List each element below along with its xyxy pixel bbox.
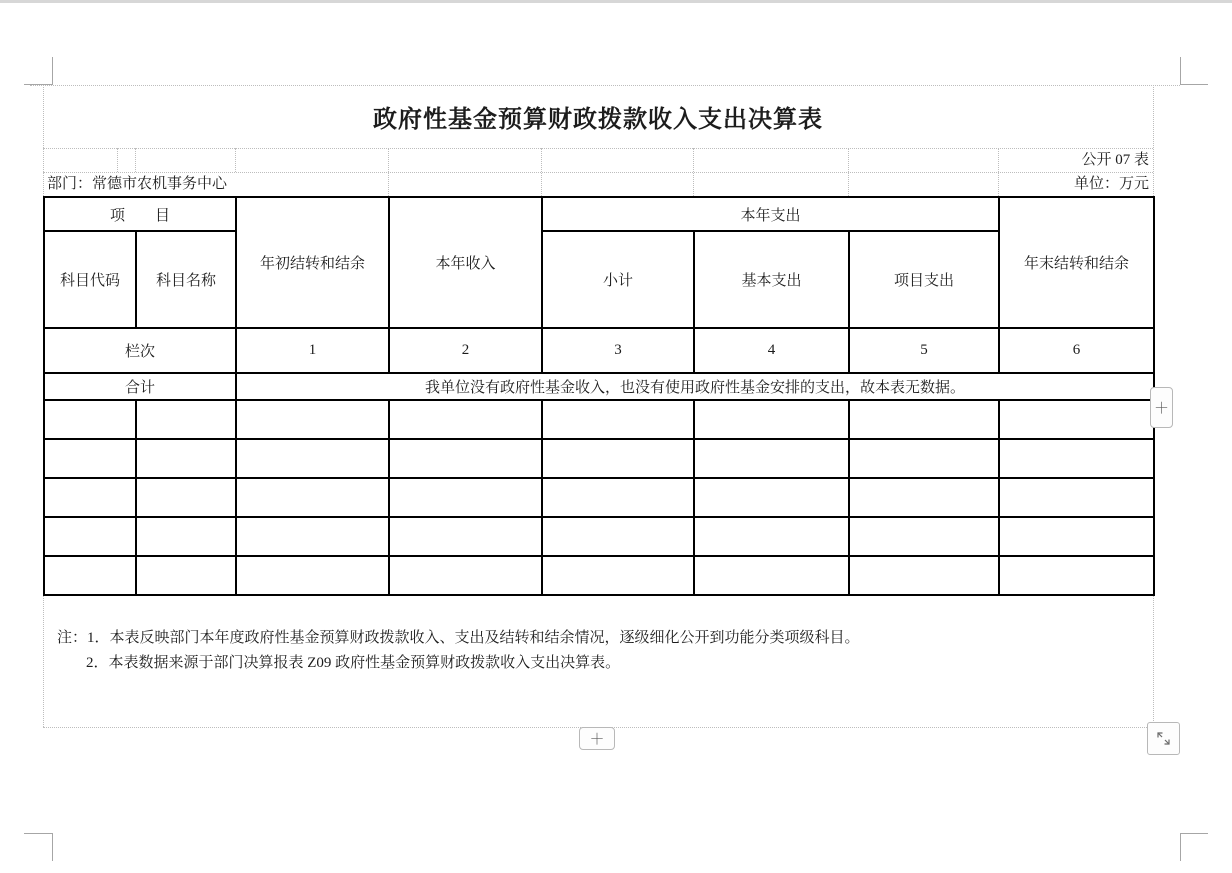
table-row (44, 556, 1154, 595)
table-cell-empty[interactable] (694, 439, 849, 478)
empty-rows-body (44, 400, 1154, 595)
main-table (43, 196, 1155, 596)
table-row (44, 439, 1154, 478)
table-cell-empty[interactable] (236, 400, 389, 439)
table-gridline (30, 85, 1180, 86)
table-cell-empty[interactable] (999, 556, 1154, 595)
total-note-cell[interactable]: 我单位没有政府性基金收入，也没有使用政府性基金安排的支出，故本表无数据。 (236, 373, 1154, 400)
table-gridline (1153, 85, 1154, 196)
table-cell-empty[interactable] (694, 478, 849, 517)
table-cell-empty[interactable] (236, 478, 389, 517)
table-cell-empty[interactable] (694, 556, 849, 595)
plus-icon: ＋ (589, 731, 605, 748)
table-cell-empty[interactable] (389, 400, 542, 439)
table-header-row-1 (44, 197, 1154, 231)
column-index-cell[interactable]: 1 (236, 328, 389, 373)
add-row-button[interactable] (579, 727, 615, 750)
header-cell-end-balance[interactable]: 年末结转和结余 (999, 197, 1154, 328)
table-row (44, 517, 1154, 556)
crop-mark-top-right-v (1180, 57, 1181, 85)
table-cell-empty[interactable] (999, 478, 1154, 517)
column-index-label[interactable]: 栏次 (44, 328, 236, 373)
table-cell-empty[interactable] (849, 439, 999, 478)
table-header-row-2 (44, 231, 1154, 328)
form-number-label[interactable]: 公开 07 表 (1081, 152, 1149, 168)
table-cell-empty[interactable] (389, 478, 542, 517)
table-cell-empty[interactable] (542, 400, 694, 439)
table-cell-empty[interactable] (849, 556, 999, 595)
table-cell-empty[interactable] (542, 478, 694, 517)
column-index-cell[interactable]: 2 (389, 328, 542, 373)
table-cell-empty[interactable] (236, 556, 389, 595)
table-cell-empty[interactable] (136, 439, 236, 478)
table-row (44, 400, 1154, 439)
table-cell-empty[interactable] (542, 556, 694, 595)
header-cell-current-expense[interactable]: 本年支出 (542, 197, 999, 231)
table-cell-empty[interactable] (44, 439, 136, 478)
table-cell-empty[interactable] (236, 439, 389, 478)
table-gridline (1153, 594, 1154, 727)
table-cell-empty[interactable] (389, 517, 542, 556)
table-cell-empty[interactable] (136, 556, 236, 595)
table-cell-empty[interactable] (542, 517, 694, 556)
table-cell-empty[interactable] (999, 517, 1154, 556)
header-cell-subject-code[interactable]: 科目代码 (44, 231, 136, 328)
unit-label[interactable]: 单位：万元 (1073, 176, 1149, 192)
table-cell-empty[interactable] (389, 556, 542, 595)
page-top-edge (0, 0, 1232, 3)
table-cell-empty[interactable] (389, 439, 542, 478)
header-cell-begin-balance[interactable]: 年初结转和结余 (236, 197, 389, 328)
table-cell-empty[interactable] (44, 517, 136, 556)
header-cell-current-income[interactable]: 本年收入 (389, 197, 542, 328)
table-cell-empty[interactable] (694, 400, 849, 439)
add-column-button[interactable] (1150, 387, 1173, 428)
column-index-cell[interactable]: 6 (999, 328, 1154, 373)
table-cell-empty[interactable] (849, 400, 999, 439)
column-index-row (44, 328, 1154, 373)
crop-mark-top-left-v (52, 57, 53, 85)
table-cell-empty[interactable] (136, 517, 236, 556)
crop-mark-bottom-right-h (1180, 833, 1208, 834)
header-cell-subject-name[interactable]: 科目名称 (136, 231, 236, 328)
table-cell-empty[interactable] (136, 478, 236, 517)
page-title[interactable]: 政府性基金预算财政拨款收入支出决算表 (373, 106, 823, 133)
crop-mark-bottom-left-v (52, 833, 53, 861)
table-cell-empty[interactable] (44, 400, 136, 439)
table-cell-empty[interactable] (999, 400, 1154, 439)
table-cell-empty[interactable] (999, 439, 1154, 478)
column-index-cell[interactable]: 5 (849, 328, 999, 373)
header-cell-basic-expense[interactable]: 基本支出 (694, 231, 849, 328)
department-label[interactable]: 部门：常德市农机事务中心 (47, 176, 228, 192)
total-row (44, 373, 1154, 400)
total-label-cell[interactable]: 合计 (44, 373, 236, 400)
table-cell-empty[interactable] (694, 517, 849, 556)
table-resize-handle[interactable] (1147, 722, 1180, 755)
table-cell-empty[interactable] (542, 439, 694, 478)
column-index-cell[interactable]: 4 (694, 328, 849, 373)
plus-icon: ＋ (1153, 400, 1169, 417)
header-cell-project-expense[interactable]: 项目支出 (849, 231, 999, 328)
crop-mark-bottom-right-v (1180, 833, 1181, 861)
column-index-cell[interactable]: 3 (542, 328, 694, 373)
header-cell-subtotal[interactable]: 小计 (542, 231, 694, 328)
table-cell-empty[interactable] (849, 478, 999, 517)
table-cell-empty[interactable] (44, 556, 136, 595)
table-cell-empty[interactable] (849, 517, 999, 556)
header-cell-project[interactable]: 项 目 (44, 197, 236, 231)
table-cell-empty[interactable] (136, 400, 236, 439)
table-gridline (43, 594, 44, 727)
table-row (44, 478, 1154, 517)
note-line-1[interactable]: 注：1．本表反映部门本年度政府性基金预算财政拨款收入、支出及结转和结余情况，逐级细化公开到功能分类项级科目。 (57, 630, 860, 646)
table-cell-empty[interactable] (236, 517, 389, 556)
diagonal-resize-icon (1154, 729, 1173, 748)
note-line-2[interactable]: 2．本表数据来源于部门决算报表 Z09 政府性基金预算财政拨款收入支出决算表。 (86, 655, 621, 671)
crop-mark-bottom-left-h (24, 833, 52, 834)
table-cell-empty[interactable] (44, 478, 136, 517)
crop-mark-top-right-h (1180, 84, 1208, 85)
